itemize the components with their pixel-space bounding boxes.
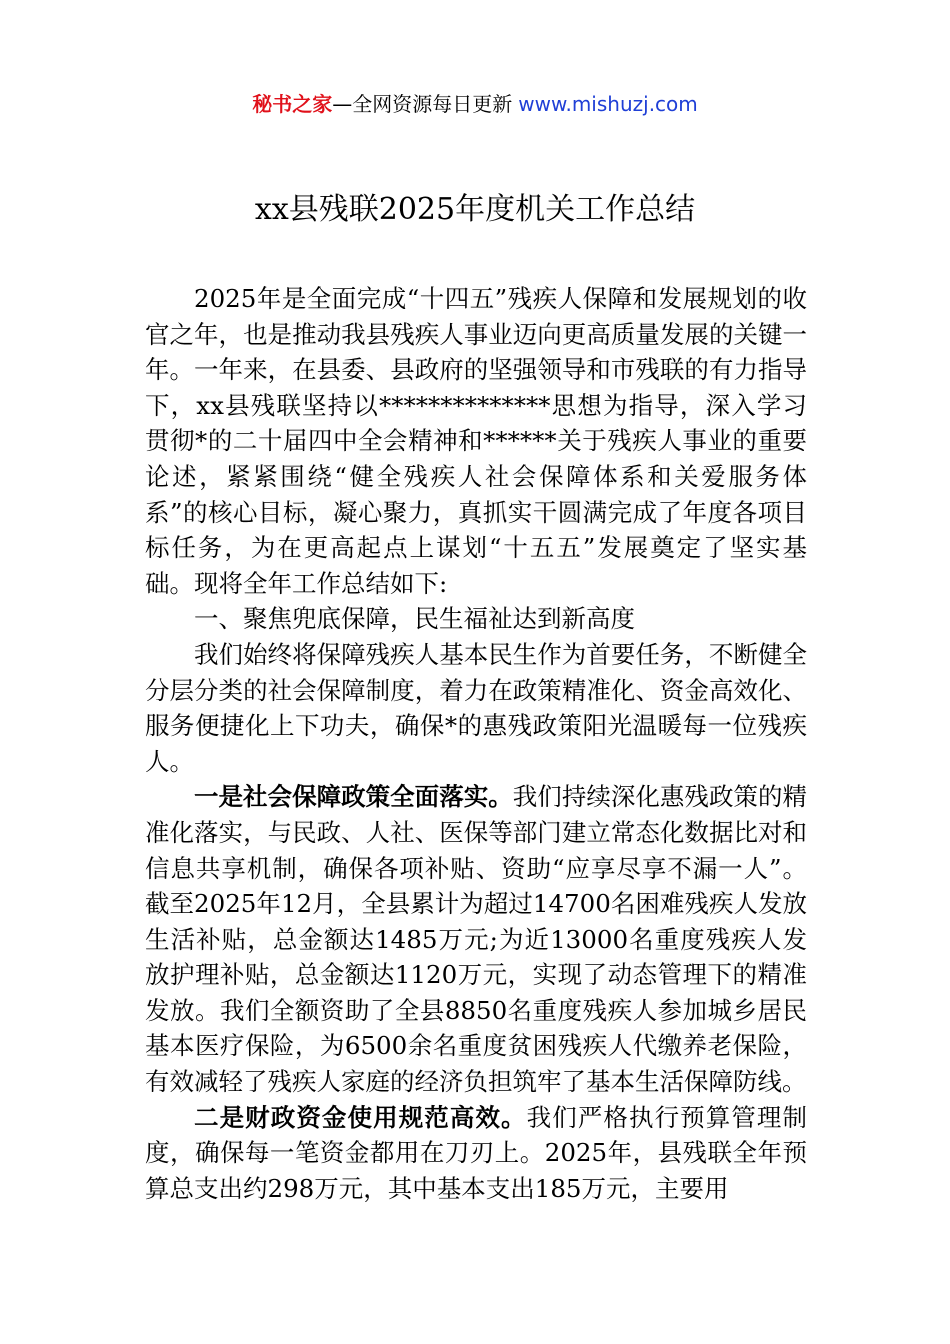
paragraph xyxy=(145,1100,807,1207)
paragraph xyxy=(145,281,807,601)
paragraph xyxy=(145,637,807,779)
paragraph-text: 我们严格执行预算管理制度，确保每一笔资金都用在刀刃上。2025年，县残联全年预算总支出约298万元，其中基本支出185万元，主要用 xyxy=(145,1102,808,1203)
site-header xyxy=(0,88,950,120)
section-heading-text: 一、聚焦兜底保障，民生福祉达到新高度 xyxy=(194,604,635,634)
paragraph-text: 我们持续深化惠残政策的精准化落实，与民政、人社、医保等部门建立常态化数据比对和信息共享机制，确保各项补贴、资助“应享尽享不漏一人”。截至2025年12月，全县累计为超过14700名困难残疾人发放生活补贴，总金额达1485万元;为近13000名重度残疾人发放护理补贴，总金额达1120万元，实现了动态管理下的精准发放。我们全额资助了全县8850名重度残疾人参加城乡居民基本医疗保险，为6500余名重度贫困残疾人代缴养老保险，有效减轻了残疾人家庭的经济负担筑牢了基本生活保障防线。 xyxy=(145,782,808,1097)
paragraph xyxy=(145,779,807,1099)
paragraph-text: 2025年是全面完成“十四五”残疾人保障和发展规划的收官之年，也是推动我县残疾人事业迈向更高质量发展的关键一年。一年来，在县委、县政府的坚强领导和市残联的有力指导下，xx县残联坚持以**************思想为指导，深入学习贯彻*的二十届四中全会精神和******关于残疾人事业的重要论述，紧紧围绕“健全残疾人社会保障体系和关爱服务体系”的核心目标，凝心聚力，真抓实干圆满完成了年度各项目标任务，为在更高起点上谋划“十五五”发展奠定了坚实基础。现将全年工作总结如下: xyxy=(145,284,807,598)
site-url-link[interactable]: www.mishuzj.com xyxy=(518,92,698,116)
document-body xyxy=(145,281,807,1206)
document-title: xx县残联2025年度机关工作总结 xyxy=(254,192,696,227)
paragraph-text: 我们始终将保障残疾人基本民生作为首要任务，不断健全分层分类的社会保障制度，着力在政策精准化、资金高效化、服务便捷化上下功夫，确保*的惠残政策阳光温暖每一位残疾人。 xyxy=(145,639,807,776)
paragraph-lead: 一是社会保障政策全面落实。 xyxy=(194,782,513,812)
site-slogan: 全网资源每日更新 xyxy=(352,92,513,116)
header-dash: — xyxy=(332,92,353,116)
site-brand: 秘书之家 xyxy=(252,92,333,116)
section-heading xyxy=(145,601,807,637)
paragraph-lead: 二是财政资金使用规范高效。 xyxy=(194,1102,527,1132)
